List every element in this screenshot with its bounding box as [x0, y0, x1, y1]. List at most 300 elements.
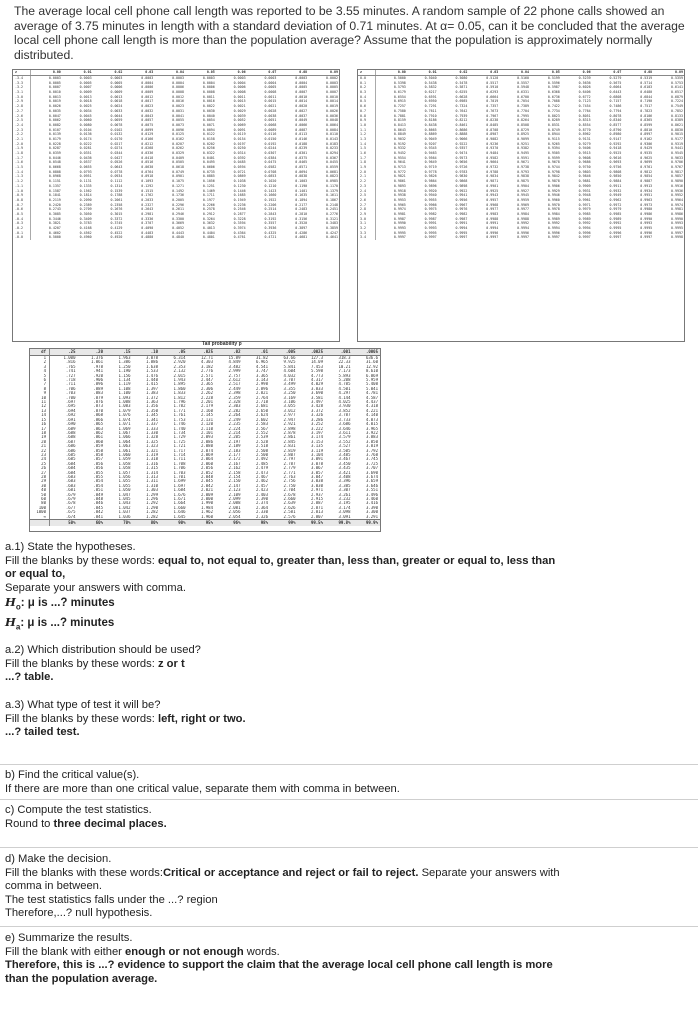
question-e-word-choices: enough or not enough	[125, 945, 244, 958]
z-table-cell: 0.8133	[671, 113, 683, 118]
z-table-cell: 0.5199	[547, 76, 560, 80]
z-table-cell: 0.0668	[48, 165, 61, 170]
t-table-cell: 4.604	[283, 369, 296, 374]
t-table-cell: 1.050	[118, 488, 131, 493]
t-table-cell: 3.038	[310, 479, 323, 484]
question-e-summary-blank[interactable]: Therefore, this is ...? evidence to support the claim that the average local cell phone call length is more	[5, 959, 553, 972]
z-table-cell: 0.9989	[609, 216, 622, 221]
z-table-cell: 0.5987	[547, 85, 560, 90]
t-table-cell: 3.499	[283, 382, 296, 387]
z-table-cell: 0.6844	[640, 94, 653, 99]
z-table-header-cell: 0.06	[237, 70, 246, 74]
z-table-cell: 0.9345	[424, 146, 437, 151]
z-table-cell: 0.9943	[486, 193, 499, 198]
z-table-cell: 0.9963	[640, 197, 653, 202]
z-table-cell: 0.9693	[609, 160, 622, 165]
t-table-cell: 3.690	[310, 391, 323, 396]
z-table-cell: 0.0030	[202, 108, 215, 113]
z-table-cell: 0.9916	[671, 183, 683, 188]
z-table-cell: 0.9952	[671, 193, 683, 198]
z-table-cell: 0.8508	[517, 122, 529, 127]
z-table-cell: 0.0838	[295, 174, 308, 179]
t-table-cell: 2.787	[283, 461, 296, 466]
z-table-cell: 0.9750	[578, 165, 591, 170]
t-table-cell: 63.66	[283, 356, 296, 360]
z-table-cell: 0.9887	[640, 179, 653, 184]
z-table-cell: 0.3632	[202, 221, 215, 226]
z-table-cell: 0.0007	[295, 90, 308, 95]
z-table-cell: 0.9082	[486, 136, 499, 141]
question-a3-blank[interactable]: ...? tailed test.	[5, 726, 80, 739]
z-table-cell: 0.0228	[48, 141, 61, 146]
z-table-cell: 0.9871	[486, 179, 499, 184]
t-table-cell: 2.660	[283, 497, 296, 501]
z-table-cell: 0.9968	[486, 202, 499, 207]
t-table-cell: 4.032	[283, 373, 296, 378]
t-table-cell: .863	[93, 426, 103, 431]
z-table-cell: 0.8665	[424, 127, 437, 132]
t-table-cell: 1.383	[145, 391, 158, 396]
t-table-cell: 2.552	[255, 430, 268, 435]
t-table-cell: .845	[93, 505, 103, 510]
z-table-cell: 0.9969	[517, 202, 529, 207]
divider	[0, 799, 698, 800]
z-table-cell: 0.7389	[517, 104, 529, 109]
z-table-cell: 0.1020	[264, 179, 277, 184]
t-table-cell: 3.965	[365, 426, 378, 431]
t-table-cell: 3.153	[310, 439, 323, 444]
z-table-header-cell: 0.09	[675, 70, 683, 74]
z-table-cell: 0.6480	[640, 90, 653, 95]
z-table-cell: 0.1131	[79, 179, 92, 184]
t-table-cell: 1.325	[145, 439, 158, 444]
z-table-cell: 0.9788	[486, 169, 499, 174]
t-table-cell: 1.321	[145, 448, 158, 453]
z-table-cell: 0.9909	[578, 183, 591, 188]
z-table-cell: 0.0039	[233, 113, 246, 118]
z-table-cell: 0.4920	[110, 235, 123, 240]
z-table-cell: 0.3483	[326, 221, 338, 226]
t-table-cell: 15.89	[228, 356, 241, 360]
question-e-instruction-text: Fill the blank with either	[5, 945, 126, 958]
question-b-instructions: If there are more than one critical value, separate them with comma in between.	[5, 782, 400, 795]
z-table-cell: 0.8643	[393, 127, 406, 132]
z-table-cell: 0.6736	[547, 94, 560, 99]
z-table-cell: -3.1	[13, 90, 31, 95]
t-table-cell: 2.861	[283, 435, 296, 440]
z-table-header-cell: 0.08	[299, 70, 308, 74]
t-table-cell: .686	[65, 444, 76, 449]
z-table-cell: 0.0643	[110, 165, 123, 170]
z-table-cell: 0.0080	[79, 122, 92, 127]
z-table-cell: 0.0014	[326, 99, 338, 104]
z-table-cell: 0.0010	[326, 94, 338, 99]
z-table-cell: 0.7157	[609, 99, 622, 104]
z-table-cell: 0.0256	[202, 146, 215, 151]
t-table-cell: 1	[30, 356, 50, 360]
t-table-cell: 2.462	[255, 479, 268, 484]
z-table-cell: 0.9984	[547, 211, 560, 216]
t-table-cell: .849	[93, 492, 103, 497]
t-table-cell: 3.674	[365, 474, 378, 479]
z-table-cell: 0.9995	[424, 230, 437, 235]
t-table-cell: 2.915	[310, 497, 323, 501]
z-table-cell: 0.0064	[326, 122, 338, 127]
z-table-cell: 0.2148	[326, 202, 338, 207]
question-d-region-blank[interactable]: The test statistics falls under the ...? region	[5, 893, 218, 906]
z-table-cell: 0.1762	[141, 193, 154, 198]
z-table-cell: 0.9686	[578, 160, 591, 165]
z-table-cell: 0.4840	[172, 235, 184, 240]
t-table-cell: .889	[93, 386, 103, 391]
z-table-cell: 0.0014	[295, 99, 308, 104]
z-table-cell: 0.0018	[79, 99, 92, 104]
z-table-cell: 0.9525	[609, 151, 622, 155]
t-table-cell: 2.264	[228, 413, 241, 418]
t-table-cell: 1.386	[118, 360, 131, 365]
z-table-cell: -0.6	[13, 207, 31, 212]
t-table-cell: 1.074	[118, 417, 131, 422]
z-table-cell: 0.4681	[295, 235, 308, 240]
t-table-cell: .697	[65, 400, 76, 405]
z-table-cell: 0.0694	[295, 169, 308, 174]
z-table-cell: 0.2236	[233, 202, 246, 207]
t-table-cell: 318.3	[338, 356, 351, 360]
t-table-header-cell: .005	[285, 349, 296, 354]
z-table-cell: 0.0005	[295, 85, 308, 90]
t-table-cell: 2.473	[255, 470, 268, 475]
z-table-header-cell: 0.01	[428, 70, 437, 74]
z-table-cell: 0.0375	[295, 155, 308, 160]
t-table-cell: 2.398	[228, 391, 241, 396]
z-table-cell: 0.8186	[424, 118, 437, 123]
z-table-cell: 0.0475	[264, 160, 277, 165]
question-a2-blank[interactable]: ...? table.	[5, 671, 54, 684]
z-table-cell: 0.9582	[486, 155, 499, 160]
t-table-cell: 1.962	[200, 510, 213, 515]
t-table-cell: .920	[93, 373, 103, 378]
z-table-cell: 0.0869	[233, 174, 246, 179]
z-table-cell: 0.6443	[609, 90, 622, 95]
t-table-cell: 12.71	[200, 356, 213, 360]
z-table-cell: 0.4129	[110, 226, 123, 230]
z-table-cell: 0.1003	[295, 179, 308, 184]
t-table-cell: 1.990	[200, 501, 213, 506]
z-table-cell: 0.9484	[486, 151, 499, 155]
z-table-cell: 0.9147	[609, 136, 622, 141]
t-table-cell: 3.372	[310, 408, 323, 413]
t-table-cell: 3.792	[365, 448, 378, 453]
z-table-cell: 1.8	[358, 160, 376, 165]
z-table-cell: 0.9946	[547, 193, 560, 198]
z-table-cell: 0.0505	[172, 160, 184, 165]
t-table-cell: 1.311	[145, 479, 158, 484]
t-table-cell: 3.416	[365, 501, 378, 506]
t-table-cell: .873	[93, 404, 103, 409]
z-table-cell: 0.0808	[48, 169, 61, 174]
z-table-cell: 0.9207	[424, 141, 437, 146]
t-table-cell: 5.598	[310, 369, 323, 374]
t-table-cell: 1.058	[118, 466, 131, 471]
z-table-cell: 0.0136	[79, 132, 92, 137]
t-table-cell: 3.119	[310, 448, 323, 453]
z-table-cell: 0.9953	[393, 197, 406, 202]
z-table-cell: 0.7549	[671, 104, 683, 109]
t-table-cell: 2.947	[283, 417, 296, 422]
t-table-cell: .858	[93, 452, 103, 457]
z-table-cell: 0.0823	[326, 174, 338, 179]
z-table-cell: 0.9608	[578, 155, 591, 160]
z-table-cell: 0.8485	[486, 122, 499, 127]
z-table-cell: 0.9370	[486, 146, 499, 151]
t-table-cell: 3.078	[310, 461, 323, 466]
t-table-cell: 4.437	[365, 400, 378, 405]
t-table-cell: .684	[65, 461, 76, 466]
z-table-cell: 0.2358	[110, 202, 123, 207]
z-table-cell: 0.5753	[671, 80, 683, 85]
t-table-cell: 14.09	[310, 360, 323, 365]
z-table-cell: 0.6103	[640, 85, 653, 90]
t-table-cell: 1.290	[145, 505, 158, 510]
z-table-cell: 0.7019	[486, 99, 499, 104]
z-table-cell: 0.9994	[547, 226, 560, 230]
z-table-positive	[357, 69, 685, 342]
question-a1-separator-note: Separate your answers with comma.	[5, 581, 186, 594]
t-table-cell: 2.048	[200, 474, 213, 479]
t-table-cell: 3.460	[365, 497, 378, 501]
t-table-cell: 4.025	[338, 400, 351, 405]
z-table-cell: 0.0548	[48, 160, 61, 165]
z-table-cell: 0.5080	[455, 76, 468, 80]
z-table-cell: 0.9973	[640, 202, 653, 207]
t-table-cell: 1.310	[145, 483, 158, 488]
t-table-cell: .706	[65, 386, 76, 391]
t-table-cell: 22	[30, 449, 50, 453]
z-table-cell: 0.9515	[578, 151, 591, 155]
z-table-cell: 0.9382	[517, 146, 529, 151]
z-table-cell: 0.2451	[326, 207, 338, 212]
z-table-cell: 0.9032	[393, 136, 406, 141]
t-table-cell: 1.296	[145, 497, 158, 501]
z-table-cell: 0.7881	[393, 113, 406, 118]
z-table-cell: 0.3300	[172, 216, 184, 221]
t-table-cell: 5.893	[338, 373, 351, 378]
question-b	[5, 769, 693, 796]
z-table-cell: 0.1056	[202, 179, 215, 184]
z-table-cell: 0.0069	[233, 122, 246, 127]
t-table-cell: 1.190	[118, 369, 131, 374]
z-table-cell: 0.7088	[547, 99, 560, 104]
t-table-cell: 1.753	[173, 417, 186, 422]
z-table-cell: 0.1357	[48, 183, 61, 188]
t-table-cell: 3.505	[338, 448, 351, 453]
z-table-cell: 0.9988	[486, 216, 499, 221]
z-table-cell: 0.0012	[141, 94, 154, 99]
t-table-cell: 1.714	[173, 452, 186, 457]
t-table-cell: 2.056	[200, 466, 213, 471]
z-table-cell: 0.0007	[79, 85, 92, 90]
z-table-cell: 0.0853	[264, 174, 277, 179]
z-table-cell: 0.1271	[172, 183, 184, 188]
question-d-decision-blank[interactable]: Therefore,...? null hypothesis.	[5, 907, 153, 920]
t-table-cell: 25	[30, 462, 50, 466]
z-table-cell: 0.0918	[141, 174, 154, 179]
t-table-cell: .718	[65, 378, 76, 383]
z-table-cell: 0.0116	[264, 132, 277, 137]
t-table-cell: 1.476	[145, 373, 158, 378]
z-table-cell: 0.0010	[48, 90, 61, 95]
t-table-cell: 2.508	[255, 448, 268, 453]
z-table-cell: 0.0004	[202, 80, 215, 85]
z-table-negative	[12, 69, 340, 342]
z-table-cell: 0.0344	[110, 151, 123, 155]
z-table-cell: 0.3897	[295, 226, 308, 230]
z-table-cell: 0.0004	[295, 80, 308, 85]
z-table-cell: 0.3707	[141, 221, 154, 226]
t-table-cell: 1.313	[145, 474, 158, 479]
t-table-cell: 2.060	[200, 461, 213, 466]
t-table-cell: 2.887	[310, 501, 323, 506]
z-table-cell: 0.0526	[110, 160, 123, 165]
t-table-cell: 2.365	[200, 382, 213, 387]
t-table-header-cell: .20	[95, 349, 103, 354]
z-table-cell: 0.9989	[547, 216, 560, 221]
t-table-cell: 7.453	[310, 364, 323, 369]
z-table-cell: 0.5120	[486, 76, 499, 80]
t-table-cell: 2.214	[228, 430, 241, 435]
t-table-cell: 2.162	[228, 466, 241, 471]
t-table-cell: 2.326	[255, 514, 268, 519]
z-table-cell: 0.0004	[141, 80, 154, 85]
t-table-header-cell: .25	[68, 349, 76, 354]
z-table-cell: 0.6517	[671, 90, 683, 95]
z-table-cell: 0.0594	[233, 165, 246, 170]
z-table-cell: 0.9976	[455, 207, 468, 212]
t-table-cell: 5.408	[365, 382, 378, 387]
z-table-cell: 0.9066	[455, 136, 468, 141]
z-table-cell: 0.2177	[295, 202, 308, 207]
z-table-cell: 0.0013	[48, 94, 61, 99]
z-table-cell: 1.7	[358, 156, 376, 161]
z-table-cell: 0.0021	[233, 104, 246, 109]
t-table-cell: 2.110	[200, 426, 213, 431]
z-table-cell: 0.8925	[517, 132, 529, 137]
z-table-cell: 0.9997	[455, 235, 468, 240]
t-table-cell: 1.646	[173, 510, 186, 515]
t-table-cell: 3.197	[310, 430, 323, 435]
z-table-cell: 0.0146	[295, 136, 308, 141]
t-table-cell: 1.282	[145, 514, 158, 519]
z-table-cell: 0.0384	[264, 155, 277, 160]
z-table-cell: 0.1038	[233, 179, 246, 184]
t-table-cell: 3.581	[310, 395, 323, 400]
t-table-cell: 2.235	[228, 422, 241, 427]
z-table-cell: 0.9890	[671, 179, 683, 184]
z-table-cell: 0.9846	[578, 174, 591, 179]
z-table-cell: 0.8051	[578, 113, 591, 118]
t-table-cell: 3.707	[283, 378, 296, 383]
z-table-cell: 0.0015	[233, 99, 246, 104]
z-table-cell: 0.1314	[110, 183, 123, 188]
z-table-cell: 0.0606	[202, 165, 215, 170]
z-table-cell: 0.3085	[48, 211, 61, 216]
z-table-cell: -1.5	[13, 165, 31, 170]
z-table-cell: 0.9992	[517, 221, 529, 226]
z-table-cell: 2.1	[358, 174, 376, 179]
t-table-row	[30, 515, 380, 519]
t-table-cell: 1000	[30, 510, 50, 514]
t-table-cell: 4.785	[338, 382, 351, 387]
z-table-cell: 0.9868	[455, 179, 468, 184]
z-table-cell: 0.9956	[455, 197, 468, 202]
t-table-cell: 2.154	[228, 474, 241, 479]
z-table-header-cell: 0.05	[206, 70, 215, 74]
z-table-cell: 0.0281	[79, 146, 92, 151]
z-table-cell: 0.8849	[393, 132, 406, 137]
z-table-cell: 0.9994	[455, 226, 468, 230]
z-table-cell: 0.9997	[486, 235, 499, 240]
z-table-cell: 0.3936	[264, 226, 277, 230]
z-table-cell: -2.6	[13, 114, 31, 119]
z-table-cell: 0.0073	[172, 122, 184, 127]
z-table-cell: 0.0359	[48, 151, 61, 155]
z-table-cell: 0.0002	[326, 76, 338, 80]
t-table-cell: 3.106	[283, 400, 296, 405]
z-table-cell: 0.9641	[393, 160, 406, 165]
t-table-cell: .685	[65, 457, 76, 462]
z-table-cell: 0.1075	[172, 179, 184, 184]
z-table-cell: 0.0239	[295, 146, 308, 151]
z-table-cell: 0.0618	[172, 165, 184, 170]
t-table-cell: 21	[30, 444, 50, 448]
t-table-cell: .692	[65, 413, 76, 418]
t-table-cell: .700	[65, 395, 76, 400]
question-a3-instructions	[5, 713, 693, 727]
t-table-cell: 1.316	[145, 461, 158, 466]
z-table-cell: 0.1841	[48, 193, 61, 198]
z-table-cell: -3.0	[13, 95, 31, 100]
t-table-cell: 1.960	[200, 514, 213, 519]
z-table-cell: 0.9990	[393, 221, 406, 226]
t-table-cell: 2.492	[255, 457, 268, 462]
z-table-cell: 0.0516	[141, 160, 154, 165]
z-table-cell: 0.9932	[609, 188, 622, 193]
t-table-cell: 1.055	[118, 479, 131, 484]
z-table-header-cell: z	[13, 70, 31, 75]
question-d	[5, 853, 693, 921]
z-table-cell: 3.1	[358, 221, 376, 226]
z-table-cell: 0.7454	[578, 104, 591, 109]
z-table-cell: 0.8810	[640, 127, 653, 132]
z-table-cell: 0.9463	[424, 151, 437, 155]
t-table-header-cell: .025	[203, 349, 213, 354]
t-table-cell: 1.717	[173, 448, 186, 453]
z-table-cell: 0.0985	[326, 179, 338, 184]
z-table-cell: 0.6915	[393, 99, 406, 104]
t-table-header-cell: .001	[340, 349, 351, 354]
z-table-cell: 0.0084	[326, 127, 338, 132]
z-table-cell: 0.4404	[202, 230, 215, 235]
t-table-cell: 2.678	[283, 492, 296, 497]
t-table-cell: 27	[30, 471, 50, 475]
z-table-cell: -3.3	[13, 81, 31, 86]
z-table-cell: 0.4483	[141, 230, 154, 235]
z-table-cell: 0.9854	[640, 174, 653, 179]
z-table-cell: 0.0078	[110, 122, 123, 127]
z-table-cell: 0.0197	[233, 141, 246, 146]
t-table-cell: 1.645	[173, 514, 186, 519]
question-a3-instruction-text: Fill the blanks by these words:	[5, 712, 158, 725]
